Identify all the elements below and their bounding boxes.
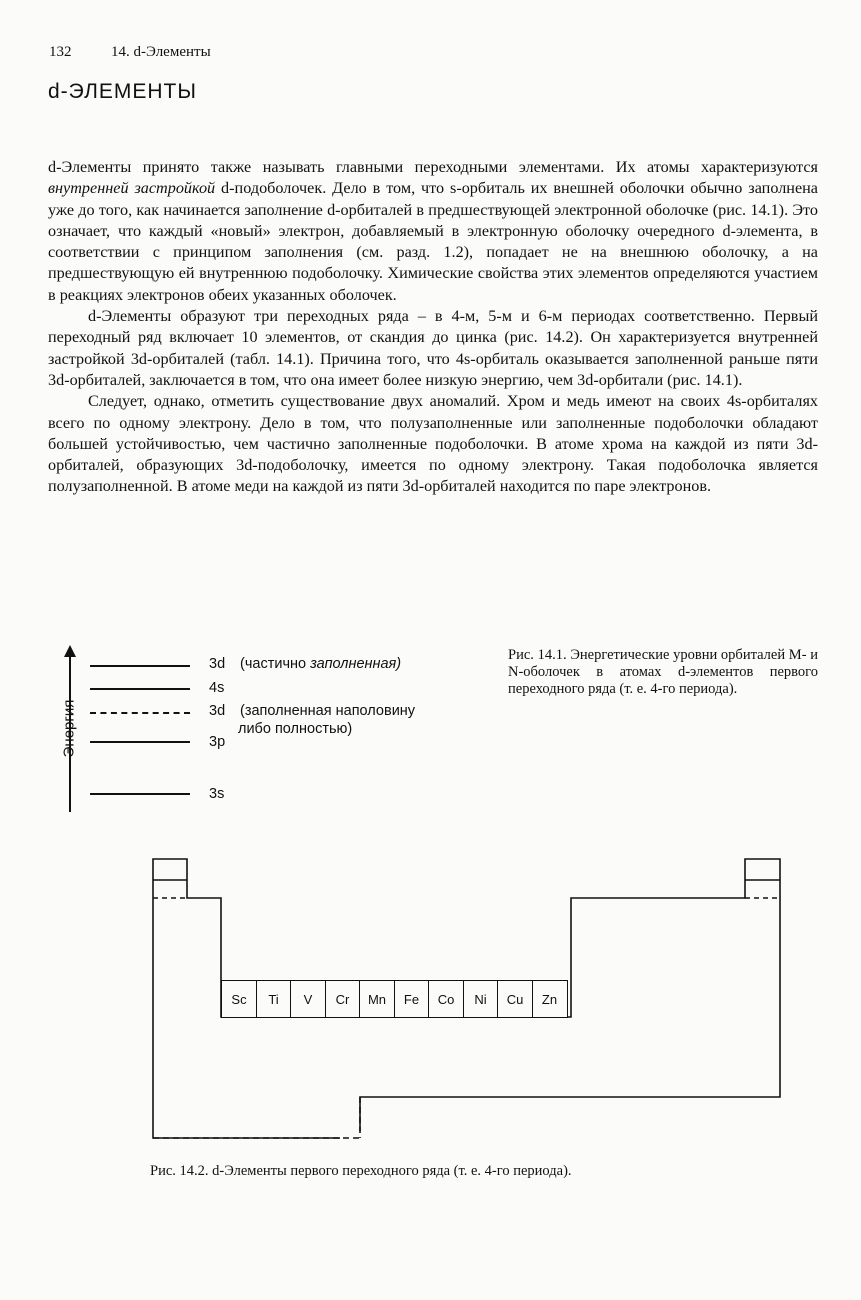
level-label-3p: 3p — [209, 734, 226, 750]
paragraph-2: d-Элементы образуют три переходных ряда – в 4-м, 5-м и 6-м периодах соответственно. Первый переходный ряд включает 10 элементов, от скандия до цинка (рис. 14.2). Он характеризуется внутренней застройкой 3d-орбиталей (табл. 14.1). Причина того, что 4s-орбиталь оказывается заполненной раньше пяти 3d-орбиталей, заключается в том, что она имеет более низкую энергию, чем 3d-орбитали (рис. 14.1). — [48, 307, 818, 389]
paragraph-1-end: d-подоболочек. Дело в том, что s-орбиталь их внешней оболочки обычно заполнена уже до того, как начинается заполнение d-орбиталей в предшествующей электронной оболочке (рис. 14.1). Это означает, что каждый «новый» электрон, добавляемый в электронную оболочку очередного d-элемента, в соответствии с принципом заполнения (см. разд. 1.2), попадает не на внешнюю оболочку, а на предшествующую ей внутреннюю подоболочку. Химические свойства этих элементов определяются участием в реакциях электронов обеих указанных оболочек. — [48, 179, 818, 304]
figure-14-1-caption: Рис. 14.1. Энергетические уровни орбиталей M- и N-оболочек в атомах d-элементов первого переходного ряда (т. е. 4-го периода). — [508, 647, 818, 697]
level-line-3s — [90, 793, 190, 795]
element-cell: Ni — [463, 980, 499, 1018]
level-line-3p — [90, 741, 190, 743]
page-number: 132 — [49, 44, 72, 60]
element-cell: Fe — [394, 980, 430, 1018]
level-label-3d-partial: 3d — [209, 656, 226, 672]
level-note-3d-partial-b: заполненная) — [310, 656, 402, 672]
level-line-3d-partial — [90, 665, 190, 667]
paragraph-3: Следует, однако, отметить существование двух аномалий. Хром и медь имеют на своих 4s-орбиталях всего по одному электрону. Дело в том, что полузаполненные или заполненные подоболочки обладают большей устойчивостью, чем частично заполненные подоболочки. В атоме хрома на каждой из пяти 3d-орбиталей, образующих 3d-подоболочку, имеется по одному электрону. Такая подоболочка является полузаполненной. В атоме меди на каждой из пяти 3d-орбиталей находится по паре электронов. — [48, 392, 818, 496]
figure-14-2-caption: Рис. 14.2. d-Элементы первого переходного ряда (т. е. 4-го периода). — [150, 1163, 572, 1179]
level-label-3d-filled: 3d — [209, 703, 226, 719]
energy-axis-label: Энергия — [60, 699, 78, 758]
level-note-3d-filled-a: (заполненная наполовину — [240, 703, 416, 719]
level-label-4s: 4s — [209, 680, 225, 696]
paragraph-1 — [48, 157, 818, 306]
table-gap-mask — [340, 1131, 364, 1141]
section-title: d-ЭЛЕМЕНТЫ — [48, 80, 197, 103]
element-cell: Ti — [256, 980, 292, 1018]
level-note-3d-partial-a: (частично — [240, 656, 311, 672]
level-note-3d-partial — [240, 656, 401, 672]
element-cell: Cr — [325, 980, 361, 1018]
level-line-3d-filled — [90, 712, 190, 714]
level-label-3s: 3s — [209, 786, 225, 802]
paragraph-1-emphasis: внутренней застройкой — [48, 179, 216, 198]
body-text — [48, 157, 818, 498]
running-head — [49, 44, 211, 61]
element-cell: Cu — [497, 980, 533, 1018]
element-cell: Mn — [359, 980, 395, 1018]
transition-elements-row — [221, 980, 568, 1018]
paragraph-1-start: d-Элементы принято также называть главными переходными элементами. Их атомы характеризуются — [48, 158, 818, 176]
level-note-3d-filled-b: либо полностью) — [238, 721, 353, 737]
level-line-4s — [90, 688, 190, 690]
running-title: 14. d-Элементы — [111, 44, 211, 60]
element-cell: V — [290, 980, 326, 1018]
element-cell: Co — [428, 980, 464, 1018]
element-cell: Sc — [221, 980, 257, 1018]
element-cell: Zn — [532, 980, 568, 1018]
